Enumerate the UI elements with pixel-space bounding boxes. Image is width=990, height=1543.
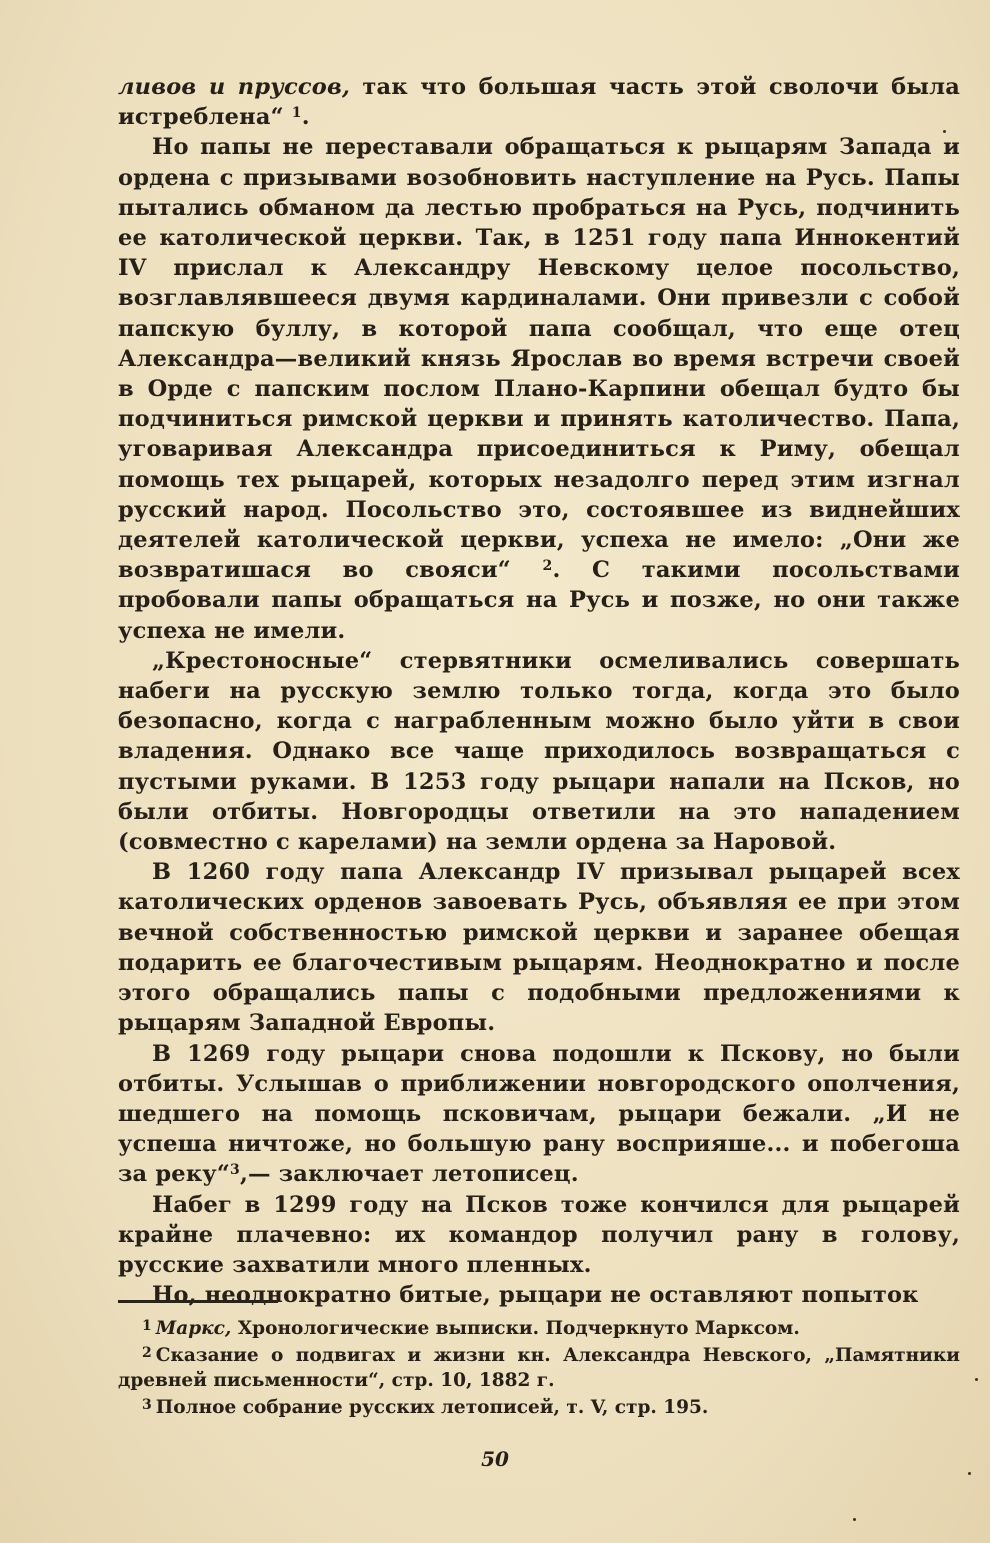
footnote-3 [118,1393,960,1420]
footnote-number: 3 [142,1397,152,1413]
paragraph-text: В 1269 году рыцари снова подошли к Пскову, но были отбиты. Услышав о приближении новгородского ополчения, шедшего на помощь псковичам, рыцари бежали. „И не успеша ничтоже, но большую рану восприяше... и побегоша за реку“ [118,1040,960,1188]
footnote-ref-1: 1 [291,105,302,122]
footnote-author: Маркс, [155,1318,232,1339]
footnote-2 [118,1341,960,1393]
paragraph-end: . [301,104,310,131]
footnote-number: 2 [142,1345,152,1361]
footnote-text: Хронологические выписки. Подчеркнуто Марксом. [231,1318,800,1339]
footnote-text: Полное собрание русских летописей, т. V, стр. 195. [155,1397,709,1418]
footnotes [118,1314,960,1420]
paragraph-text: так что большая часть этой сволочи была истреблена“ [118,74,960,131]
italic-phrase: ливов и пруссов, [118,74,350,100]
paragraph-5 [118,1039,960,1190]
paragraph-3: „Крестоносные“ стервятники осмеливались совершать набеги на русскую землю только тогда, когда это было безопасно, когда с награбленным можно было уйти в свои владения. Однако все чаще приходилось возвращаться с пустыми руками. В 1253 году рыцари напали на Псков, но были отбиты. Новгородцы ответили на это нападением (совместно с карелами) на земли ордена за Наровой. [118,647,960,856]
main-text [118,72,960,1310]
paragraph-6: Набег в 1299 году на Псков тоже кончился для рыцарей крайне плачевно: их командор получил рану в голову, русские захватили много пленных. [118,1191,960,1278]
footnote-divider [118,1300,278,1303]
paragraph-text-cont: . С такими посольствами пробовали папы обращаться на Русь и позже, но они также успеха не имели. [118,557,960,644]
footnote-text: Сказание о подвигах и жизни кн. Александра Невского, „Памятники древней письменности“, стр. 10, 1882 г. [118,1345,960,1391]
scan-speck [975,1378,978,1381]
footnote-number: 1 [142,1318,152,1334]
scan-speck [853,1518,856,1521]
paragraph-text-cont: ,— заключает летописец. [239,1161,579,1188]
scan-speck [968,1472,971,1475]
paragraph-2 [118,132,960,645]
paragraph-1 [118,72,960,132]
page-number: 50 [481,1447,509,1471]
footnote-ref-3: 3 [230,1162,240,1179]
paragraph-7: Но, неоднократно битые, рыцари не оставляют попыток [152,1282,919,1309]
paragraph-4: В 1260 году папа Александр IV призывал рыцарей всех католических орденов завоевать Русь, объявляя ее при этом вечной собственностью римской церкви и заранее обещая подарить ее благочестивым рыцарям. Неоднократно и после этого обращались папы с подобными предложениями к рыцарям Западной Европы. [118,859,960,1037]
footnote-ref-2: 2 [542,558,553,575]
paragraph-text: Но папы не переставали обращаться к рыцарям Запада и ордена с призывами возобновить наступление на Русь. Папы пытались обманом да лестью пробраться на Русь, подчинить ее католической церкви. Так, в 1251 году папа Иннокентий IV прислал к Александру Невскому целое посольство, возглавлявшееся двумя кардиналами. Они привезли с собой папскую буллу, в которой папа сообщал, что еще отец Александра—великий князь Ярослав во время встречи своей в Орде с папским послом Плано-Карпини обещал будто бы подчиниться римской церкви и принять католичество. Папа, уговаривая Александра присоединиться к Риму, обещал помощь тех рыцарей, которых незадолго перед этим изгнал русский народ. Посольство это, состоявшее из виднейших деятелей католической церкви, успеха не имело: „Они же возвратишася во свояси“ [118,134,960,584]
footnote-1 [118,1314,960,1341]
scan-speck [943,130,946,133]
